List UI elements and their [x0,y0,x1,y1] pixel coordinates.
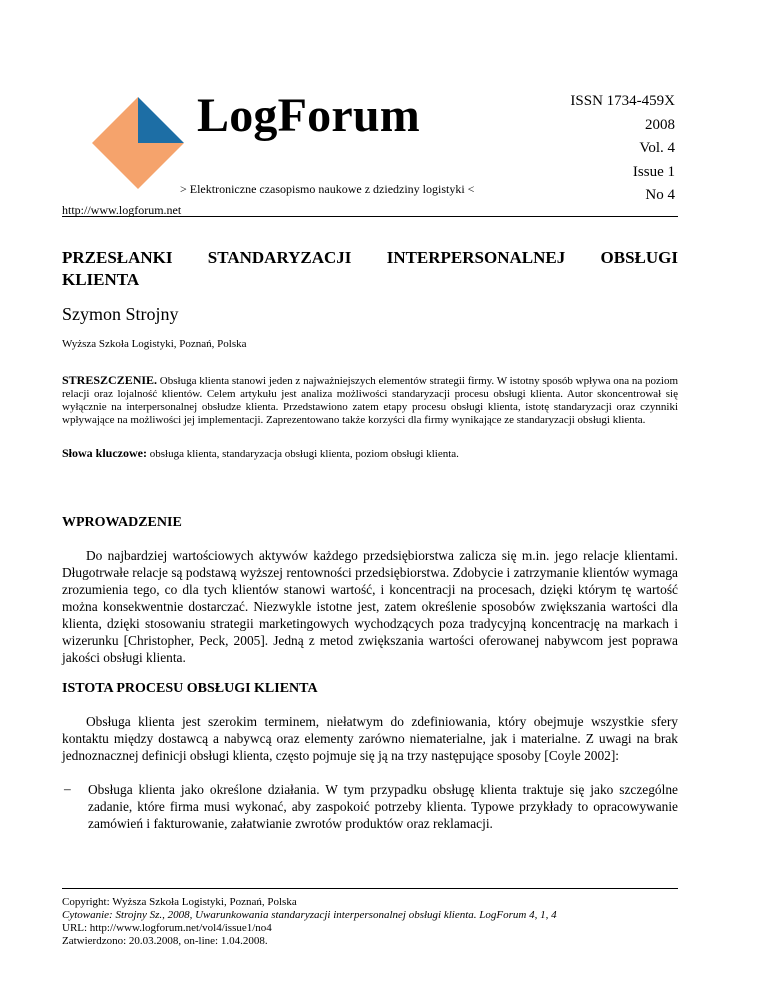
author-affiliation: Wyższa Szkoła Logistyki, Poznań, Polska [62,338,247,350]
bullet-item: Obsługa klienta jako określone działania. W tym przypadku obsługę klienta traktuje się jako szczególne zadanie, które firma musi wykonać, aby zaspokoić potrzeby klienta. Typowe przykłady to opracowywanie zamówień i fakturowanie, załatwianie zwrotów produktów oraz reklamacji. [88,782,678,831]
logo-triangle-top [92,97,138,143]
article-author: Szymon Strojny [62,304,179,324]
year: 2008 [645,116,675,133]
abstract [62,374,678,427]
logo-triangle-left [92,143,138,189]
header-rule [62,216,678,217]
abstract-label: STRESZCZENIE. [62,373,158,387]
bullet-dash: – [64,781,71,796]
logo-triangle-bottom [138,143,184,189]
issue-info [570,90,675,208]
footer-copyright: Copyright: Wyższa Szkoła Logistyki, Poznań, Polska [62,896,297,908]
footer-dates: Zatwierdzono: 20.03.2008, on-line: 1.04.2008. [62,935,268,947]
logforum-logo [90,95,186,191]
number: No 4 [645,187,675,203]
logo-triangle-blue [138,97,184,143]
footer [62,896,557,948]
keywords [62,446,678,461]
footer-rule [62,888,678,889]
issue: Issue 1 [632,163,675,180]
abstract-text: Obsługa klienta stanowi jeden z najważniejszych elementów strategii firmy. W istotny sposób wpływa ona na poziom relacji oraz lojalność klientów. Celem artykułu jest analiza możliwości standaryzacji procesu obsługi klienta. Autor skoncentrował się wyłącznie na interpersonalnej obsłudze klienta. Przedstawiono zatem etapy procesu obsługi klienta, istotę standaryzacji oraz czynniki wpływające na możliwości jej implementacji. Zaprezentowano także korzyści dla firmy wynikające ze standaryzacji obsługi klienta. [62,375,678,426]
section-heading-intro: WPROWADZENIE [62,515,182,530]
journal-tagline: > Elektroniczne czasopismo naukowe z dziedziny logistyki < [180,182,475,196]
section-paragraph-process: Obsługa klienta jest szerokim terminem, niełatwym do zdefiniowania, który obejmuje wszystkie sfery kontaktu między dostawcą a nabywcą oraz elementy zarówno niematerialne, jak i materialne. Z uwagi na brak jednoznacznej definicji obsługi klienta, często pojmuje się ją na trzy następujące sposoby [Coyle 2002]: [62,714,678,763]
footer-url[interactable]: URL: http://www.logforum.net/vol4/issue1/no4 [62,922,272,934]
keywords-label: Słowa kluczowe: [62,446,147,460]
volume: Vol. 4 [639,140,675,156]
issn: ISSN 1734-459X [570,93,675,109]
section-heading-process: ISTOTA PROCESU OBSŁUGI KLIENTA [62,681,318,696]
journal-url[interactable]: http://www.logforum.net [62,203,182,217]
article-title: PRZESŁANKI STANDARYZACJI INTERPERSONALNEJ OBSŁUGI KLIENTA [62,248,678,289]
section-paragraph-intro: Do najbardziej wartościowych aktywów każdego przedsiębiorstwa zalicza się m.in. jego relacje klientami. Długotrwałe relacje są podstawą wyższej rentowności przedsiębiorstwa. Zdobycie i zatrzymanie klientów wymaga zrozumienia tego, co dla tych klientów stanowi wartość, i koncentracji na procesach, dzięki którym tę wartość można konsekwentnie dostarczać. Niezwykle istotne jest, zatem określenie sposobów zwiększania wartości dla klienta, dzięki stosowaniu strategii marketingowych wychodzących poza tradycyjną koncentrację na markach i wizerunku [Christopher, Peck, 2005]. Jedną z metod zwiększania wartości oferowanej nabywcom jest poprawa jakości obsługi klienta. [62,548,678,665]
keywords-text: obsługa klienta, standaryzacja obsługi klienta, poziom obsługi klienta. [147,448,459,460]
journal-brand: LogForum [197,89,420,142]
footer-citation: Cytowanie: Strojny Sz., 2008, Uwarunkowania standaryzacji interpersonalnej obsługi klienta. LogForum 4, 1, 4 [62,909,557,921]
